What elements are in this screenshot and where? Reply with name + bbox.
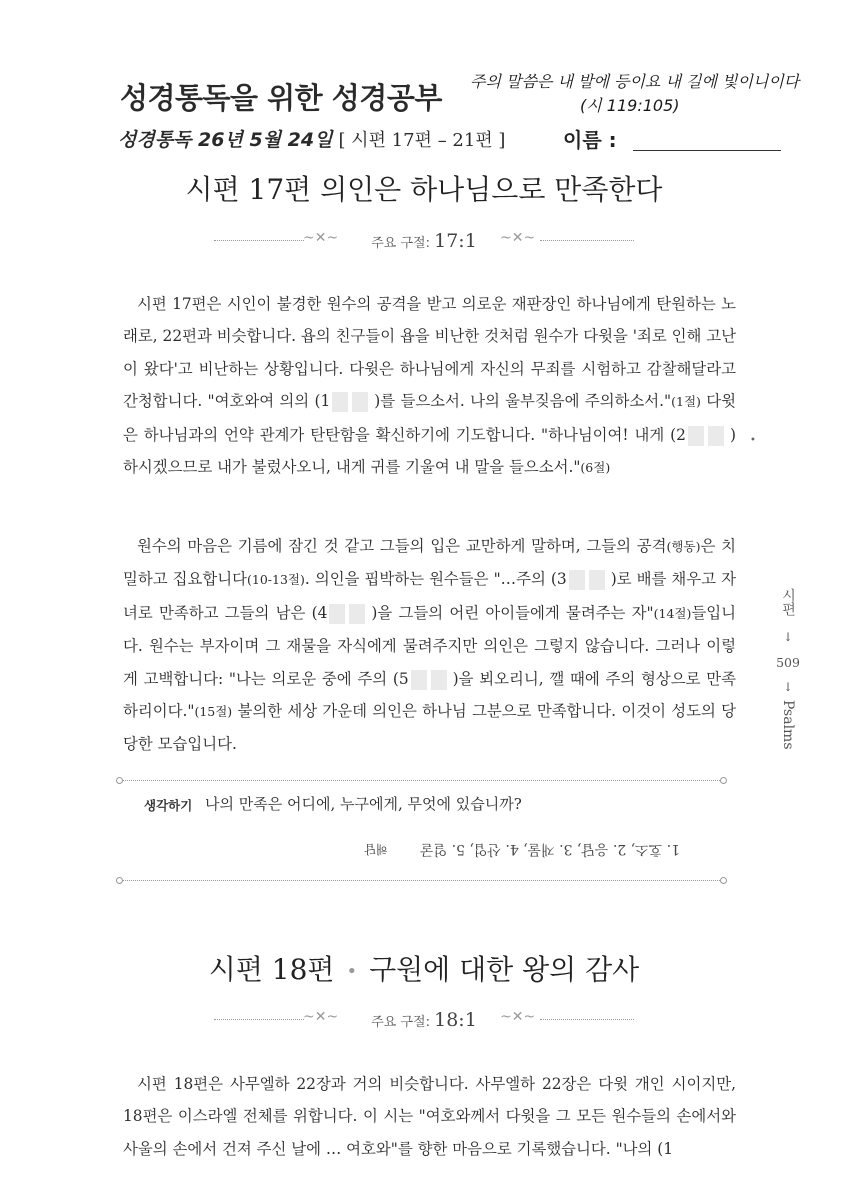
flourish-icon: ~✕~ xyxy=(500,1009,536,1025)
fill-blank-5[interactable] xyxy=(411,670,451,690)
key-verse-ref: 17:1 xyxy=(434,230,477,252)
reading-date: 성경통독 26년 5월 24일 xyxy=(118,129,333,151)
motto-text: 주의 말씀은 내 발에 등이요 내 길에 빛이니이다 xyxy=(470,72,800,91)
arrow-down-icon: ↓ xyxy=(782,630,794,644)
flourish-icon: ~✕~ xyxy=(303,1009,339,1025)
ornament-line-right xyxy=(540,1019,634,1020)
flourish-icon: ~✕~ xyxy=(303,230,339,246)
frame-dot xyxy=(720,777,727,784)
think-label: 생각하기 xyxy=(144,798,193,813)
reading-date-line xyxy=(118,125,505,152)
frame-dot xyxy=(720,877,727,884)
reading-range: [ 시편 17편 – 21편 ] xyxy=(338,130,506,151)
paragraph: 원수의 마음은 기름에 잠긴 것 같고 그들의 입은 교만하게 말하며, 그들의 공격(행동)은 치밀하고 집요합니다(10-13절). 의인을 핍박하는 원수들은 "…주의 (3 )로 배를 채우고 자녀로 만족하고 그들의 남은 (4 )을 그들의 어린 아이들에게 물려주는 자"(14절)들입니다. 원수는 부자이며 그 재물을 자식에게 물려주지만 의인은 그렇지 않습니다. 그러나 이렇게 고백합니다: "나는 의로운 중에 주의 (5 )을 뵈오리니, 깰 때에 주의 형상으로 만족하리이다."(15절) 불의한 세상 가운데 의인은 하나님 그분으로 만족합니다. 이것이 성도의 당당한 모습입니다. xyxy=(123,537,736,754)
answer-key-upside-down xyxy=(360,840,680,860)
motto-reference: (시 119:105) xyxy=(580,96,680,115)
margin-dot: • xyxy=(750,435,756,446)
fill-blank-4[interactable] xyxy=(329,604,369,624)
flourish-icon: ~✕~ xyxy=(500,230,536,246)
fill-blank-3[interactable] xyxy=(569,570,609,590)
side-tab-english: Psalms xyxy=(780,700,796,750)
bullet-icon: • xyxy=(346,961,358,982)
page-number: 509 xyxy=(776,655,800,670)
ornament-line-right xyxy=(540,240,634,241)
frame-dot xyxy=(116,877,123,884)
key-verse-ref: 18:1 xyxy=(434,1009,477,1031)
answer-text: 1. 호소, 2. 응답, 3. 재물, 4. 산업, 5. 얼굴 xyxy=(420,841,680,857)
paragraph: 시편 18편은 사무엘하 22장과 거의 비슷합니다. 사무엘하 22장은 다윗 개인 시이지만, 18편은 이스라엘 전체를 위합니다. 이 시는 "여호와께서 다윗을 그 모든 원수들의 손에서와 사울의 손에서 건져 주신 날에 … 여호와"를 향한 마음으로 기록했습니다. "나의 (1 xyxy=(123,1075,736,1158)
arrow-down-icon: ↓ xyxy=(782,680,794,694)
section-title-psalm-18 xyxy=(0,948,848,988)
name-label: 이름 : xyxy=(563,128,617,152)
key-verse xyxy=(0,230,848,252)
section-title-number: 시편 18편 xyxy=(208,953,335,986)
motto-verse xyxy=(470,70,810,118)
answer-label: 해답 xyxy=(364,842,388,856)
fill-blank-1[interactable] xyxy=(332,392,372,412)
paragraph: 시편 17편은 시인이 불경한 원수의 공격을 받고 의로운 재판장인 하나님에게 탄원하는 노래로, 22편과 비슷합니다. 욥의 친구들이 욥을 비난한 것처럼 원수가 다윗을 '죄로 인해 고난이 왔다'고 비난하는 상황입니다. 다윗은 하나님에게 자신의 무죄를 시험하고 감찰해달라고 간청합니다. "여호와여 의의 (1 )를 들으소서. 나의 울부짖음에 주의하소서."(1절) 다윗은 하나님과의 언약 관계가 탄탄함을 확신하기에 기도합니다. "하나님이여! 내게 (2 )하시겠으므로 내가 불렀사오니, 내게 귀를 기울여 내 말을 들으소서."(6절) xyxy=(123,295,736,477)
key-verse-label: 주요 구절: xyxy=(371,1015,430,1030)
page-title: 성경통독을 위한 성경공부 xyxy=(120,81,442,115)
think-box-bottom-border xyxy=(120,880,724,881)
key-verse-label: 주요 구절: xyxy=(371,236,430,251)
frame-dot xyxy=(116,777,123,784)
key-verse xyxy=(0,1009,848,1031)
think-box-top-border xyxy=(120,780,724,781)
fill-blank-2[interactable] xyxy=(688,426,728,446)
section-title-theme: 구원에 대한 왕의 감사 xyxy=(369,953,640,986)
name-field[interactable] xyxy=(633,150,781,151)
section-title-psalm-17: 시편 17편 의인은 하나님으로 만족한다 xyxy=(185,173,663,206)
side-tab-book: 시편 xyxy=(780,588,796,616)
think-question: 나의 만족은 어디에, 누구에게, 무엇에 있습니까? xyxy=(205,795,522,813)
